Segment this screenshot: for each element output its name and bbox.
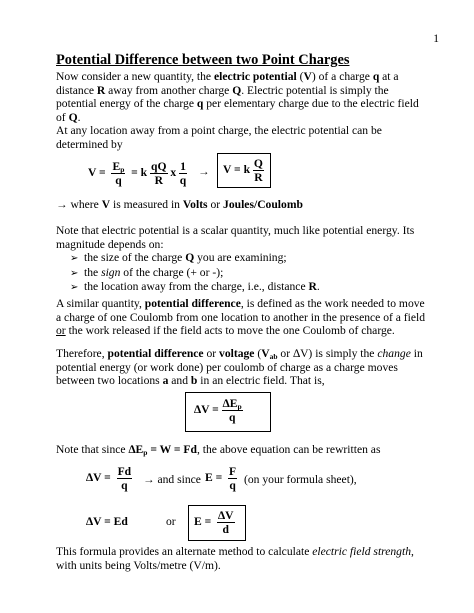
list-item: ➢ the size of the charge Q you are examining; [70,251,287,264]
intro-paragraph: Now consider a new quantity, the electric potential (V) of a charge q at a distance R away from another charge Q. Electric potential is simply the potential energy of the charge q per elementary charge due to the electric field of Q. [56,70,419,124]
voltage-formula-box: ∆V = $\frac{\Delta E_p}{q}$ [185,392,271,432]
page-title: Potential Difference between two Point Charges [56,52,350,68]
potential-formula-box: V = k $\frac{Q}{R}$ [217,153,271,188]
fd-over-q-fraction: $\frac{Fd}{q}$ [117,465,132,492]
voltage-paragraph: Therefore, potential difference or voltage ($V_{ab}$ or ∆V) is simply the change in potential energy (or work done) per coulomb of charge as a charge moves between two locations a and b in an electric field. That is, [56,347,423,388]
potential-equation: V = $\frac{E_p}{q}$ = k $\frac{qQ}{R}$ x $\frac{1}{q}$ [88,160,187,187]
field-voltage-formula-box: E = $\frac{\Delta V}{d}$ [188,505,246,541]
ep-over-q-fraction: $\frac{E_p}{q}$ [112,160,125,187]
at-any-location-paragraph: At any location away from a point charge, the electric potential can be determined by [56,124,382,151]
where-line: → where V is measured in Volts or Joules/Coulomb [56,198,303,211]
or-text: or [166,515,176,528]
magnitude-bullet-list [70,251,320,295]
formula-sheet-note: (on your formula sheet), [244,473,357,486]
arrowhead-bullet-icon: ➢ [70,253,79,264]
rewrite-note: Note that since $\Delta E_p = W = Fd$, the above equation can be rewritten as [56,443,381,457]
list-item: ➢ the sign of the charge (+ or -); [70,265,224,279]
arrowhead-bullet-icon: ➢ [70,267,79,279]
field-force-equation: E = $\frac{F}{q}$ [205,465,237,492]
voltage-ed-equation: ∆V = Ed [86,515,128,528]
voltage-fd-equation: ∆V = $\frac{Fd}{q}$ [86,465,132,492]
arrowhead-bullet-icon: ➢ [70,282,79,294]
potential-difference-paragraph: A similar quantity, potential difference, is defined as the work needed to move a charge of one Coulomb from one location to another in the presence of a field or the work released if the field acts to move the one Coulomb of charge. [56,297,426,338]
page-number: 1 [433,33,439,45]
list-item: ➢ the location away from the charge, i.e., distance R. [70,280,320,294]
right-arrow-icon: → [56,198,68,211]
right-arrow-icon: → [198,165,210,178]
qq-over-r-fraction: $\frac{qQ}{R}$ [151,160,167,187]
note-paragraph: Note that electric potential is a scalar quantity, much like potential energy. Its magnitude depends on: [56,224,415,251]
closing-paragraph: This formula provides an alternate method to calculate electric field strength, with units being Volts/metre (V/m). [56,545,414,572]
one-over-q-fraction: $\frac{1}{q}$ [179,160,187,187]
and-since-text: → and since [143,473,201,486]
